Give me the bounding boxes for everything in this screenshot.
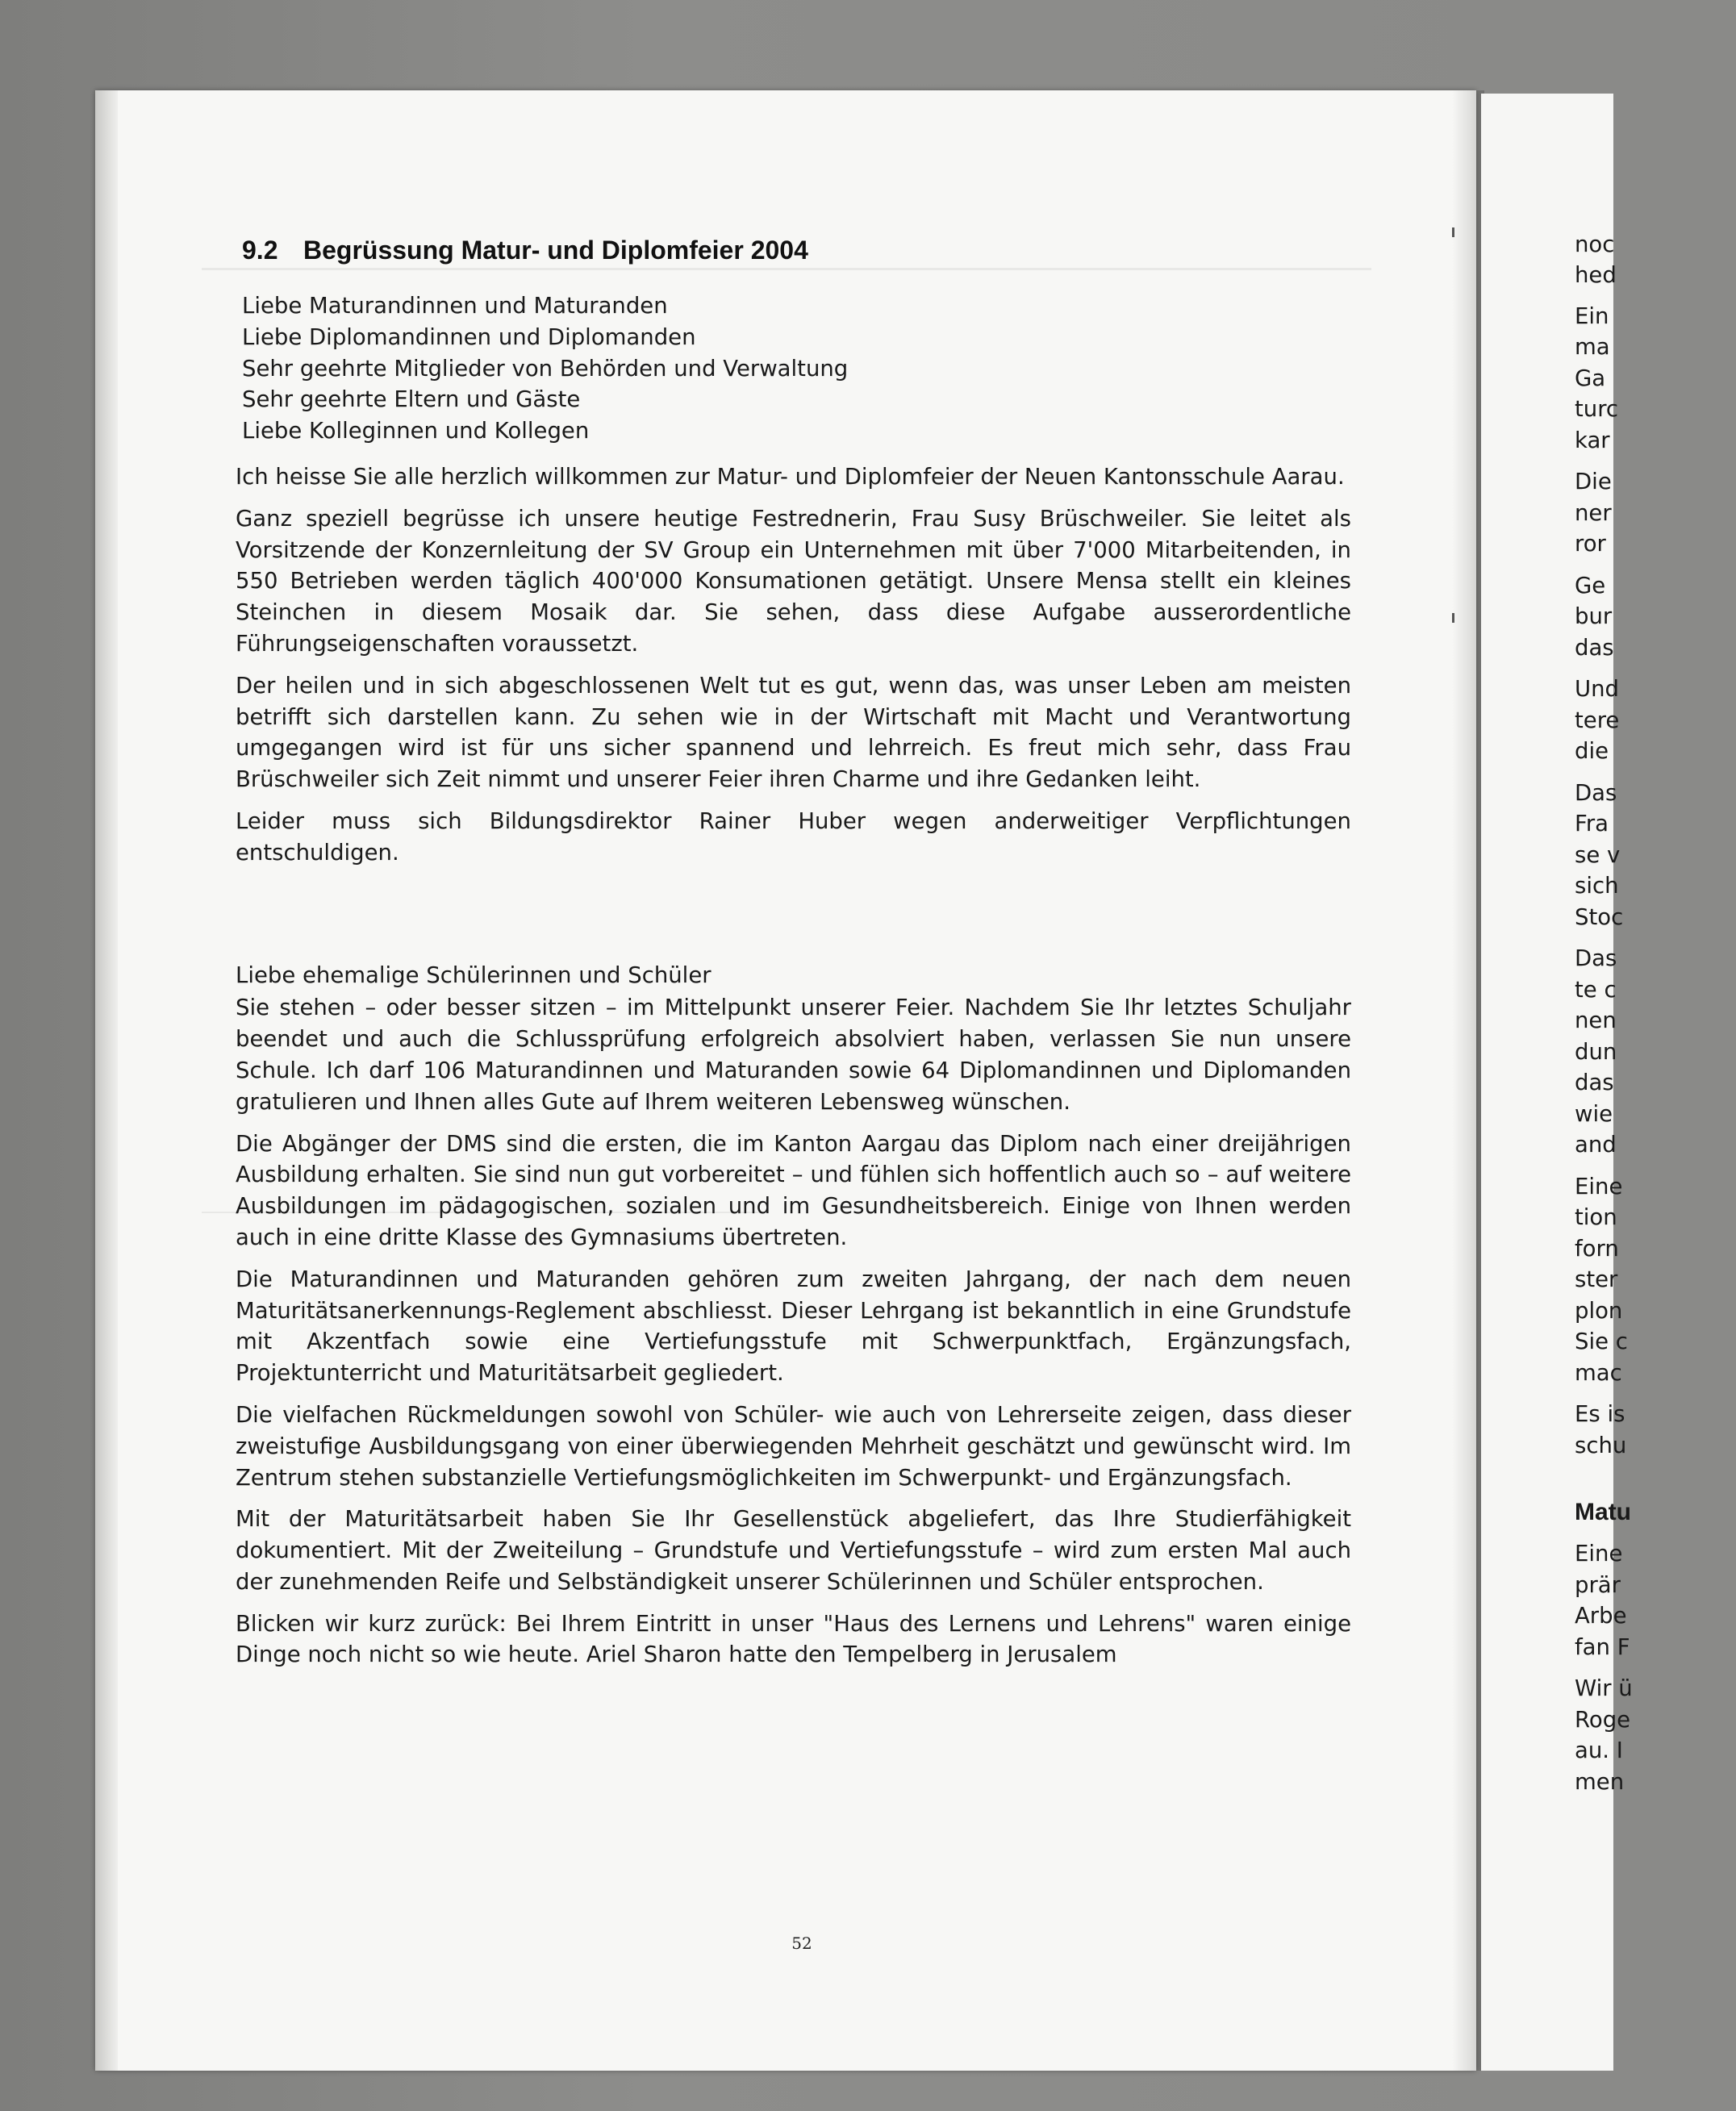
- subheading-address: Liebe ehemalige Schülerinnen und Schüler: [236, 962, 712, 988]
- section-number: 9.2: [242, 236, 278, 265]
- paragraph-maturitaetsarbeit: Mit der Maturitätsarbeit haben Sie Ihr Gesellenstück abgeliefert, das Ihre Studierfähigkeit dokumentiert. Mit der Zweiteilung – Grundstufe und Vertiefungsstufe – wird zum ersten Mal auch der zunehmenden Reife und Selbständigkeit unserer Schülerinnen und Schüler entsprochen.: [236, 1506, 1351, 1595]
- right-fragment: tere: [1575, 707, 1620, 733]
- right-fragment: tion: [1575, 1204, 1617, 1230]
- left-page-text: [236, 234, 1351, 1681]
- right-fragment: and: [1575, 1132, 1617, 1158]
- right-fragment: ner: [1575, 500, 1612, 526]
- right-fragment: ster: [1575, 1266, 1618, 1292]
- right-fragment: men: [1575, 1769, 1625, 1795]
- right-fragment: Eine: [1575, 1541, 1623, 1567]
- right-fragment: schu: [1575, 1433, 1627, 1458]
- right-fragment: nen: [1575, 1008, 1617, 1033]
- greeting-line: Liebe Diplomandinnen und Diplomanden: [242, 323, 696, 350]
- right-fragment: sich: [1575, 873, 1619, 899]
- right-fragment: turc: [1575, 396, 1619, 422]
- right-fragment: forn: [1575, 1236, 1619, 1262]
- gutter-mark: [1452, 227, 1454, 237]
- paragraph-dms: Die Abgänger der DMS sind die ersten, die im Kanton Aargau das Diplom nach einer dreijährigen Ausbildung erhalten. Sie sind nun gut vorbereitet – und fühlen sich hoffentlich auch so – auf weitere Ausbildungen im pädagogischen, sozialen und im Gesundheitsbereich. Einige von Ihnen werden auch in eine dritte Klasse des Gymnasiums übertreten.: [236, 1130, 1351, 1250]
- paragraph-welt: Der heilen und in sich abgeschlossenen Welt tut es gut, wenn das, was unser Leben am meisten betrifft sich darstellen kann. Zu sehen wie in der Wirtschaft mit Macht und Verantwortung umgegangen wird ist für uns sicher spannend und lehrreich. Es freut mich sehr, dass Frau Brüschweiler sich Zeit nimmt und unserer Feier ihren Charme und ihre Gedanken leiht.: [236, 672, 1351, 793]
- right-fragment: te c: [1575, 977, 1617, 1003]
- right-fragment: prär: [1575, 1572, 1621, 1598]
- right-fragment: das: [1575, 1070, 1614, 1095]
- greeting-line: Liebe Kolleginnen und Kollegen: [242, 418, 590, 444]
- gutter-mark: [1452, 613, 1454, 623]
- section-heading: [242, 234, 1351, 266]
- paragraph-mittelpunkt: Sie stehen – oder besser sitzen – im Mittelpunkt unserer Feier. Nachdem Sie Ihr letztes Schuljahr beendet und auch die Schlussprüfung erfolgreich absolviert haben, verlassen Sie nun unsere Schule. Ich darf 106 Maturandinnen und Maturanden sowie 64 Diplomandinnen und Diplomanden gratulieren und Ihnen alles Gute auf Ihrem weiteren Lebensweg wünschen.: [236, 995, 1351, 1115]
- right-fragment: ma: [1575, 334, 1610, 360]
- page-number: 52: [791, 1934, 812, 1953]
- right-fragment: Roge: [1575, 1707, 1631, 1733]
- right-fragment: Und: [1575, 676, 1620, 702]
- right-fragment: Das: [1575, 780, 1617, 806]
- right-fragment: Ga: [1575, 365, 1606, 391]
- section-title: Begrüssung Matur- und Diplomfeier 2004: [303, 236, 808, 265]
- paragraph-welcome: Ich heisse Sie alle herzlich willkommen zur Matur- und Diplomfeier der Neuen Kantonsschule Aarau.: [236, 463, 1345, 490]
- paragraph-maturanden: Die Maturandinnen und Maturanden gehören zum zweiten Jahrgang, der nach dem neuen Maturitätsanerkennungs-Reglement abschliesst. Dieser Lehrgang ist bekanntlich in eine Grundstufe mit Akzentfach sowie eine Vertiefungsstufe mit Schwerpunktfach, Ergänzungsfach, Projektunterricht und Maturitätsarbeit gegliedert.: [236, 1266, 1351, 1387]
- right-fragment: Die: [1575, 469, 1612, 494]
- right-fragment: die: [1575, 738, 1609, 764]
- right-fragment: au. I: [1575, 1738, 1623, 1763]
- section-spacer: [236, 879, 1351, 960]
- right-fragment: Sie c: [1575, 1329, 1628, 1354]
- right-fragment: Wir ü: [1575, 1675, 1633, 1701]
- right-fragment: bur: [1575, 603, 1613, 629]
- right-fragment: Stoc: [1575, 904, 1624, 930]
- right-fragment: dun: [1575, 1039, 1617, 1065]
- greeting-list: [242, 290, 1351, 447]
- right-fragment: noc: [1575, 232, 1615, 257]
- right-fragment: se v: [1575, 842, 1621, 868]
- paragraph-rueckblick: Blicken wir kurz zurück: Bei Ihrem Eintritt in unser "Haus des Lernens und Lehrens" waren einige Dinge noch nicht so wie heute. Ariel Sharon hatte den Tempelberg in Jerusalem: [236, 1610, 1351, 1668]
- right-fragment-heading: Matu: [1575, 1499, 1631, 1525]
- greeting-line: Sehr geehrte Eltern und Gäste: [242, 386, 581, 413]
- right-fragment: fan F: [1575, 1634, 1630, 1660]
- right-fragment: wie: [1575, 1101, 1613, 1127]
- greeting-line: Liebe Maturandinnen und Maturanden: [242, 293, 668, 319]
- right-fragment: Fra: [1575, 811, 1609, 836]
- right-fragment: Es is: [1575, 1401, 1625, 1427]
- right-fragment: Das: [1575, 945, 1617, 971]
- paragraph-entschuldigung: Leider muss sich Bildungsdirektor Rainer Huber wegen anderweitiger Verpflichtungen entschuldigen.: [236, 807, 1351, 866]
- right-fragment: ror: [1575, 531, 1606, 557]
- right-fragment: das: [1575, 635, 1614, 661]
- greeting-line: Sehr geehrte Mitglieder von Behörden und Verwaltung: [242, 355, 849, 382]
- right-fragment: plon: [1575, 1298, 1623, 1324]
- right-fragment: kar: [1575, 428, 1610, 453]
- right-fragment: Ein: [1575, 303, 1609, 329]
- paragraph-rueckmeldungen: Die vielfachen Rückmeldungen sowohl von Schüler- wie auch von Lehrerseite zeigen, dass dieser zweistufige Ausbildungsgang von einer überwiegenden Mehrheit geschätzt und gewünscht wird. Im Zentrum stehen substanzielle Vertiefungsmöglichkeiten im Schwerpunkt- und Ergänzungsfach.: [236, 1401, 1351, 1491]
- right-fragment: Eine: [1575, 1174, 1623, 1199]
- book-gutter: [1452, 90, 1484, 2071]
- right-fragment: Ge: [1575, 573, 1606, 599]
- right-fragment: hed: [1575, 262, 1617, 288]
- right-fragment: Arbe: [1575, 1603, 1627, 1629]
- page-edge-shadow: [95, 90, 118, 2071]
- right-fragment: mac: [1575, 1360, 1622, 1386]
- paragraph-festrednerin: Ganz speziell begrüsse ich unsere heutige Festrednerin, Frau Susy Brüschweiler. Sie leitet als Vorsitzende der Konzernleitung der SV Group ein Unternehmen mit über 7'000 Mitarbeitenden, in 550 Betrieben werden täglich 400'000 Konsumationen getätigt. Unsere Mensa stellt ein kleines Steinchen in diesem Mosaik dar. Sie sehen, dass diese Aufgabe ausserordentliche Führungseigenschaften voraussetzt.: [236, 505, 1351, 657]
